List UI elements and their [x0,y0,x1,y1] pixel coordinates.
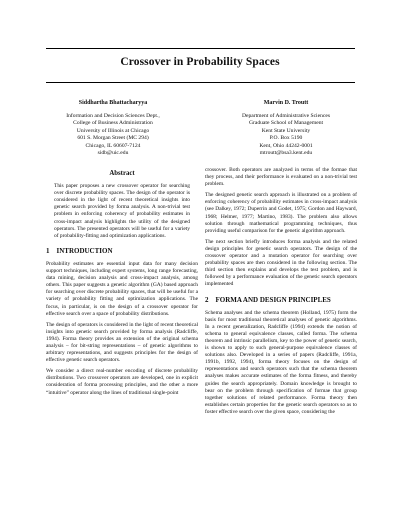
abstract-heading: Abstract [109,170,135,177]
affiliation-line: 601 S. Morgan Street (MC 294) [77,135,149,141]
author-email[interactable]: mtroutt@bsa3.kent.edu [259,150,313,156]
affiliation-line: P.O. Box 5190 [269,135,303,141]
affiliation-line: Kent, Ohio 44242-0001 [259,142,313,149]
paragraph: The design of operators is considered in the light of recent theoretical insights into genetic search provided by forma analysis (Radcliffe, 1994). Forma theory provides an extension of the original schema analysis – for bit-string representations – of genetic algorithms to arbitrary representations, and suggests principles for the design of effective genetic search operators. [46,321,198,364]
paragraph: Schema analyses and the schema theorem (Holland, 1975) form the basis for most traditional theoretical analyses of genetic algorithms. In a recent generalization, Radcliffe (1994) extends the notion of schema to general equivalence classes, called forma. The schema theorem and intrinsic parallelism, key to the power of genetic search, is shown to apply to such general-purpose equivalence classes of solutions also. Developed in a series of papers (Radcliffe, 1991a, 1991b, 1992, 1994), forma theory focuses on the design of representations and search operators such that the schema theorem analyses makes accurate estimates of the forma fitness, and thereby guides the search appropriately. Domain knowledge is brought to bear on the problem through specification of formae that group together solutions of related performance. Forma theory then establishes certain properties for the genetic search operators so as to foster effective search over the given space, considering the [205,309,357,415]
right-column [205,167,357,420]
left-column [46,170,198,401]
title-top-rule [46,48,355,49]
author-email[interactable]: sidb@uic.edu [97,150,129,156]
paragraph: crossover. Both operators are analyzed in terms of the formae that they process, and their performance is evaluated on a non-trivial test problem. [205,167,357,188]
section-number: 2 [205,295,209,304]
paragraph: The designed genetic search approach is illustrated on a problem of enforcing coherency of probability estimates in cross-impact analysis (see Dalkey, 1972; Duperrin and Godet, 1975; Gordon and Hayward, 1968; Helmer, 1977; Martino, 1983). The problem also allows solution through mathematical programming techniques, thus providing useful comparison for the genetic algorithm approach. [205,192,357,234]
affiliation-line: College of Business Administration [73,120,153,126]
affiliation-line: Chicago, IL 60607-7124 [85,142,141,149]
author-block-2 [211,100,361,158]
section-title: FORMA AND DESIGN PRINCIPLES [215,295,331,304]
affiliation-line: Graduate School of Management [248,120,324,126]
paragraph: The next section briefly introduces forma analysis and the related design principles for genetic search operators. The design of the crossover operator and a mutation operator for searching over probability spaces are then considered in the following section. The third section then explains and develops the test problem, and is followed by a performance evaluation of the genetic search operators implemented [205,238,357,288]
paragraph: We consider a direct real-number encoding of discrete probability distributions. Two crossover operators are developed, one in explicit consideration of forma processing principles, and the other a more “intuitive” operator along the lines of traditional single-point [46,368,198,396]
paper-title: Crossover in Probability Spaces [120,56,280,68]
paragraph: Probability estimates are essential input data for many decision support techniques, including expert systems, long range forecasting, data mining, decision analysis and cross-impact analysis, among others. This paper suggests a genetic algorithm (GA) based approach for searching over discrete probability spaces, that will be useful for a variety of probability fitting and optimization applications. The focus, in particular, is on the design of a crossover operator for effective search over a space of probability distributions. [46,260,198,317]
author-name: Marvin D. Troutt [263,100,309,106]
title-bottom-rule [46,82,355,83]
section-number: 1 [46,246,50,255]
section-title: INTRODUCTION [56,246,113,255]
affiliation-line: Department of Administrative Sciences [241,112,331,119]
author-block-1 [38,100,188,158]
section-heading [46,248,198,255]
affiliation-line: Information and Decision Sciences Dept., [66,112,160,119]
author-name: Siddhartha Bhattacharyya [78,100,148,106]
affiliation-line: Kent State University [261,127,311,134]
section-heading [205,297,357,304]
affiliation-line: University of Illinois at Chicago [76,127,150,134]
abstract-text: This paper proposes a new crossover operator for searching over discrete probability spaces. The design of the operator is considered in the light of recent theoretical insights into genetic search provided by forma analysis. A non-trivial test problem in enforcing coherency of probability estimates in cross-impact analysis highlights the utility of the designed operators. The presented operators will be useful for a variety of probability-fitting and optimization applications. [54,183,190,239]
